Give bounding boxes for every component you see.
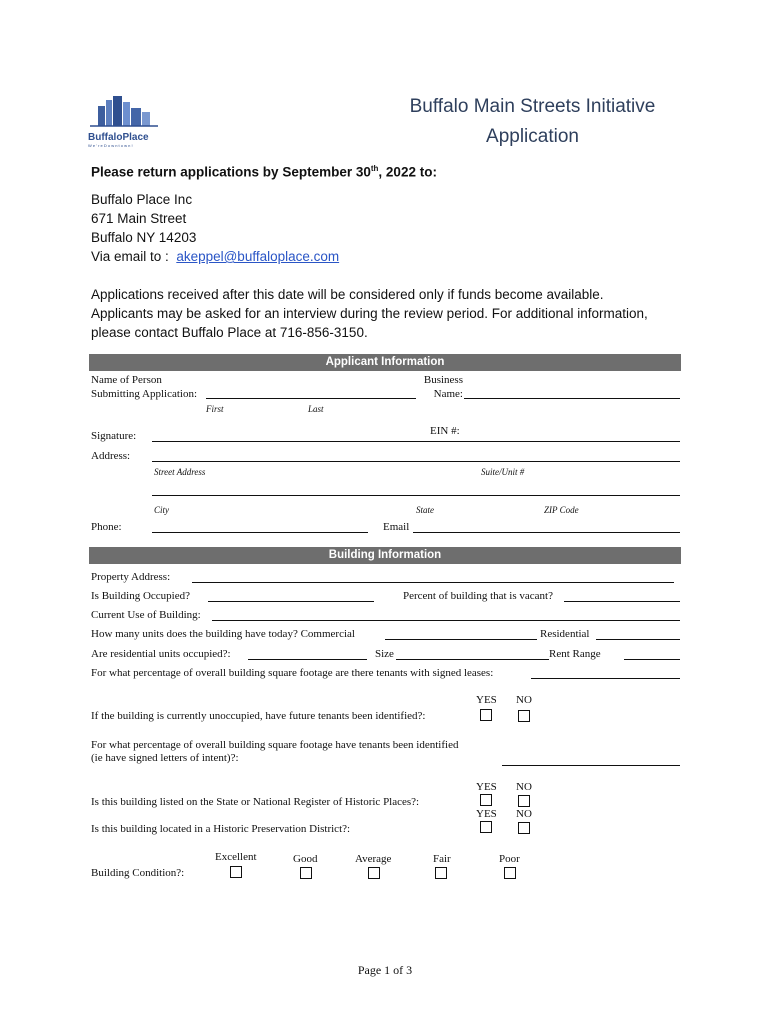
phone-label: Phone: <box>91 521 122 533</box>
condition-average-label: Average <box>355 853 392 865</box>
future-tenants-yes-label: YES <box>476 694 497 706</box>
email-link[interactable]: akeppel@buffaloplace.com <box>176 249 340 264</box>
state-hint: State <box>416 505 434 515</box>
page-number: Page 1 of 3 <box>357 963 413 977</box>
business-name-field[interactable] <box>464 398 680 399</box>
buffalo-place-logo <box>88 92 160 148</box>
percent-vacant-field[interactable] <box>564 601 680 602</box>
percent-identified-label: For what percentage of overall building square footage have tenants been identified (ie have signed letters of intent)?: <box>91 739 459 764</box>
signed-leases-field[interactable] <box>531 678 680 679</box>
residential-label: Residential <box>540 628 590 640</box>
historic-register-no-checkbox[interactable] <box>518 795 530 807</box>
historic-register-yes-label: YES <box>476 781 497 793</box>
name-field[interactable] <box>206 398 416 399</box>
email-field[interactable] <box>413 532 680 533</box>
current-use-field[interactable] <box>212 620 680 621</box>
mailing-address <box>91 190 339 266</box>
zip-hint: ZIP Code <box>544 505 579 515</box>
first-hint: First <box>206 404 224 414</box>
residential-units-field[interactable] <box>596 639 680 640</box>
historic-district-yes-checkbox[interactable] <box>480 821 492 833</box>
future-tenants-label: If the building is currently unoccupied, have future tenants been identified?: <box>91 710 426 722</box>
logo-tagline: W e ' r e D o w n t o w n ! <box>88 143 133 148</box>
title-line-2: Application <box>486 126 579 147</box>
percent-identified-field[interactable] <box>502 765 680 766</box>
condition-poor-label: Poor <box>499 853 520 865</box>
historic-register-label: Is this building listed on the State or National Register of Historic Places?: <box>91 796 420 808</box>
property-address-label: Property Address: <box>91 571 171 583</box>
city-state-zip-field[interactable] <box>152 495 680 496</box>
email-line: Via email to : akeppel@buffaloplace.com <box>91 249 340 264</box>
current-use-label: Current Use of Building: <box>91 609 201 621</box>
future-tenants-no-label: NO <box>516 694 532 706</box>
applicant-section-header: Applicant Information <box>89 354 681 371</box>
building-condition-label: Building Condition?: <box>91 867 185 879</box>
skyline-icon <box>88 92 160 128</box>
condition-excellent-label: Excellent <box>215 851 257 863</box>
last-hint: Last <box>308 404 324 414</box>
deadline-heading: Please return applications by September 30th, 2022 to: <box>91 164 437 180</box>
residential-occupied-field[interactable] <box>248 659 367 660</box>
building-section-header: Building Information <box>89 547 681 564</box>
size-label: Size <box>375 648 394 660</box>
residential-occupied-label: Are residential units occupied?: <box>91 648 231 660</box>
signature-label: Signature: <box>91 430 137 442</box>
signature-field[interactable] <box>152 441 680 442</box>
future-tenants-no-checkbox[interactable] <box>518 710 530 722</box>
phone-field[interactable] <box>152 532 368 533</box>
historic-register-yes-checkbox[interactable] <box>480 794 492 806</box>
historic-register-no-label: NO <box>516 781 532 793</box>
signed-leases-label: For what percentage of overall building square footage are there tenants with signed leases: <box>91 667 494 679</box>
rent-range-field[interactable] <box>624 659 680 660</box>
business-name-label: Business Name: <box>423 374 463 400</box>
address-line-3: Buffalo NY 14203 <box>91 230 197 245</box>
suite-hint: Suite/Unit # <box>481 467 525 477</box>
units-question-label: How many units does the building have today? Commercial <box>91 628 355 640</box>
condition-fair-checkbox[interactable] <box>435 867 447 879</box>
property-address-field[interactable] <box>192 582 674 583</box>
condition-excellent-checkbox[interactable] <box>230 866 242 878</box>
historic-district-no-label: NO <box>516 808 532 820</box>
address-line-1: Buffalo Place Inc <box>91 192 193 207</box>
percent-vacant-label: Percent of building that is vacant? <box>403 590 553 602</box>
condition-good-checkbox[interactable] <box>300 867 312 879</box>
ein-label: EIN #: <box>430 425 460 437</box>
historic-district-yes-label: YES <box>476 808 497 820</box>
street-address-field[interactable] <box>152 461 680 462</box>
historic-district-label: Is this building located in a Historic Preservation District?: <box>91 823 351 835</box>
street-address-hint: Street Address <box>154 467 206 477</box>
commercial-units-field[interactable] <box>385 639 537 640</box>
is-occupied-field[interactable] <box>208 601 374 602</box>
size-field[interactable] <box>396 659 549 660</box>
city-hint: City <box>154 505 169 515</box>
address-label: Address: <box>91 450 131 462</box>
address-line-2: 671 Main Street <box>91 211 187 226</box>
condition-fair-label: Fair <box>433 853 451 865</box>
condition-good-label: Good <box>293 853 318 865</box>
email-label: Email <box>383 521 410 533</box>
availability-note: Applications received after this date will be considered only if funds become available. Applicants may be asked for an interview during the review period. For additional information, please contact Buffalo Place at 716-856-3150. <box>91 287 648 340</box>
page-title <box>340 92 725 152</box>
name-label: Name of Person Submitting Application: <box>91 374 198 400</box>
title-line-1: Buffalo Main Streets Initiative <box>409 96 656 117</box>
is-occupied-label: Is Building Occupied? <box>91 590 190 602</box>
condition-poor-checkbox[interactable] <box>504 867 516 879</box>
future-tenants-yes-checkbox[interactable] <box>480 709 492 721</box>
rent-range-label: Rent Range <box>549 648 601 660</box>
historic-district-no-checkbox[interactable] <box>518 822 530 834</box>
logo-text: BuffaloPlace <box>88 132 149 143</box>
condition-average-checkbox[interactable] <box>368 867 380 879</box>
